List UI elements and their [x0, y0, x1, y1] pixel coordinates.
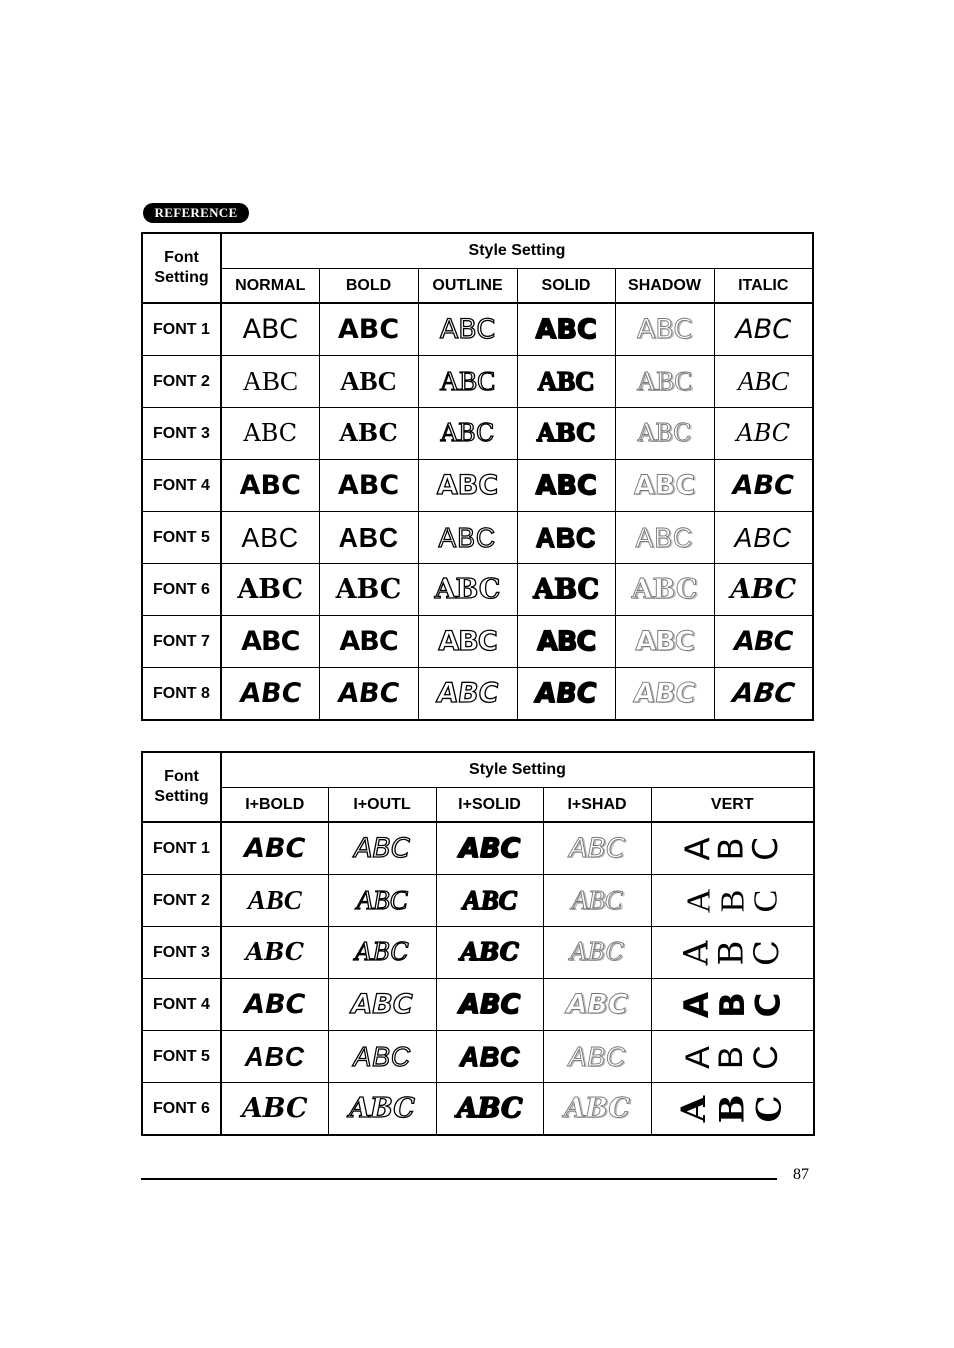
font-sample: ABC — [439, 366, 496, 396]
vertical-letter: B — [711, 1094, 752, 1123]
sample-cell — [436, 875, 543, 927]
sample-cell — [615, 616, 714, 668]
font-sample: ABC — [244, 1040, 305, 1072]
font-label: FONT 8 — [142, 668, 221, 721]
sample-cell — [714, 668, 813, 721]
sample-cell — [221, 668, 319, 721]
font-sample: ABC — [460, 937, 519, 966]
column-header: OUTLINE — [418, 269, 517, 304]
vertical-letter: A — [674, 1095, 715, 1122]
sample-cell — [436, 979, 543, 1031]
vertical-sample-cell — [651, 1031, 814, 1083]
font-sample: ABC — [730, 574, 797, 605]
font-label: FONT 3 — [142, 927, 221, 979]
font-sample: ABC — [456, 1093, 523, 1124]
sample-cell — [543, 1083, 651, 1136]
font-label: FONT 1 — [142, 303, 221, 356]
font-sample: ABC — [636, 366, 693, 396]
vertical-letter: A — [676, 940, 717, 965]
font-sample: ABC — [536, 626, 596, 657]
font-sample: ABC — [434, 574, 501, 605]
sample-cell — [436, 1083, 543, 1136]
font-sample: ABC — [244, 833, 306, 864]
font-sample: ABC — [339, 626, 398, 657]
font-sample: ABC — [239, 470, 301, 501]
vertical-letter: C — [747, 939, 788, 966]
sample-cell — [517, 616, 615, 668]
sample-cell — [328, 927, 436, 979]
style-setting-header: Style Setting — [221, 233, 813, 269]
page-number: 87 — [793, 1166, 809, 1183]
font-sample: ABC — [354, 833, 410, 864]
table-row — [142, 1031, 814, 1083]
column-header: SOLID — [517, 269, 615, 304]
reference-badge: REFERENCE — [143, 203, 249, 223]
font-sample: ABC — [568, 1040, 626, 1072]
font-sample: ABC — [242, 366, 299, 396]
font-sample: ABC — [458, 833, 521, 864]
sample-cell — [319, 616, 418, 668]
table-row — [142, 822, 814, 875]
font-sample: ABC — [730, 678, 797, 709]
font-sample: ABC — [633, 470, 696, 501]
sample-cell — [418, 356, 517, 408]
vertical-letter: A — [676, 991, 717, 1018]
font-sample: ABC — [631, 574, 698, 605]
font-sample: ABC — [351, 989, 413, 1020]
font-label: FONT 2 — [142, 356, 221, 408]
font-sample: ABC — [247, 885, 302, 915]
vertical-letter: C — [746, 889, 784, 912]
font-sample: ABC — [535, 521, 597, 553]
font-label: FONT 4 — [142, 460, 221, 512]
column-header: I+SHAD — [543, 788, 651, 823]
font-style-table-1 — [141, 232, 814, 721]
font-sample: ABC — [339, 366, 397, 396]
font-sample: ABC — [436, 470, 499, 501]
font-sample: ABC — [735, 314, 792, 345]
sample-cell — [221, 564, 319, 616]
font-sample: ABC — [459, 1040, 520, 1072]
sample-cell — [714, 564, 813, 616]
sample-cell — [517, 303, 615, 356]
sample-cell — [436, 822, 543, 875]
vertical-letter: B — [712, 1044, 751, 1069]
table-row — [142, 356, 813, 408]
sample-cell — [221, 927, 328, 979]
sample-cell — [221, 1031, 328, 1083]
sample-cell — [517, 668, 615, 721]
table-row — [142, 875, 814, 927]
footer-rule — [141, 1178, 777, 1180]
font-sample: ABC — [564, 1093, 630, 1124]
vertical-letter: C — [748, 992, 789, 1017]
font-sample: ABC — [438, 521, 497, 553]
sample-cell — [714, 512, 813, 564]
sample-cell — [418, 303, 517, 356]
vertical-sample-cell — [651, 1083, 814, 1136]
font-sample: ABC — [571, 885, 623, 915]
font-label: FONT 6 — [142, 1083, 221, 1136]
font-label: FONT 5 — [142, 1031, 221, 1083]
font-sample: ABC — [335, 574, 402, 605]
sample-cell — [319, 512, 418, 564]
column-header: I+BOLD — [221, 788, 328, 823]
sample-cell — [436, 1031, 543, 1083]
vertical-letter: B — [712, 836, 753, 861]
font-sample: ABC — [734, 626, 793, 657]
font-sample: ABC — [635, 521, 694, 553]
font-sample: ABC — [569, 833, 625, 864]
sample-cell — [714, 460, 813, 512]
vertical-letter: A — [678, 836, 719, 861]
vertical-letter: B — [711, 940, 752, 965]
font-sample: ABC — [732, 470, 794, 501]
sample-cell — [543, 875, 651, 927]
vertical-sample-cell — [651, 875, 814, 927]
table-row — [142, 408, 813, 460]
font-sample: ABC — [533, 574, 599, 605]
column-header: SHADOW — [615, 269, 714, 304]
sample-cell — [615, 303, 714, 356]
sample-cell — [319, 408, 418, 460]
sample-cell — [543, 927, 651, 979]
sample-cell — [436, 927, 543, 979]
sample-cell — [543, 1031, 651, 1083]
sample-cell — [328, 1083, 436, 1136]
sample-cell — [328, 979, 436, 1031]
font-sample: ABC — [356, 885, 408, 915]
vertical-letter: C — [746, 1043, 785, 1070]
font-sample: ABC — [241, 521, 300, 553]
sample-cell — [615, 512, 714, 564]
sample-cell — [517, 564, 615, 616]
sample-cell — [221, 822, 328, 875]
font-sample: ABC — [570, 938, 624, 966]
font-sample: ABC — [349, 1093, 415, 1124]
table-row — [142, 512, 813, 564]
sample-cell — [543, 979, 651, 1031]
font-sample: ABC — [241, 1093, 308, 1124]
sample-cell — [615, 408, 714, 460]
font-sample: ABC — [241, 626, 300, 657]
font-style-table-2 — [141, 751, 815, 1136]
font-sample: ABC — [353, 1040, 411, 1072]
font-sample: ABC — [337, 314, 400, 345]
font-sample: ABC — [635, 626, 694, 657]
table-row — [142, 668, 813, 721]
font-sample: ABC — [237, 678, 304, 709]
vertical-letter: B — [714, 889, 752, 912]
vertical-letter: A — [680, 888, 718, 913]
sample-cell — [714, 408, 813, 460]
sample-cell — [615, 564, 714, 616]
font-sample: ABC — [637, 419, 692, 447]
table-row — [142, 927, 814, 979]
font-sample: ABC — [537, 366, 595, 396]
sample-cell — [221, 303, 319, 356]
table-row — [142, 564, 813, 616]
column-header: NORMAL — [221, 269, 319, 304]
font-sample: ABC — [243, 419, 298, 447]
vertical-sample-cell — [651, 979, 814, 1031]
sample-cell — [319, 564, 418, 616]
font-sample: ABC — [338, 521, 399, 553]
vertical-letter: C — [749, 1094, 790, 1123]
vertical-sample-cell — [651, 822, 814, 875]
sample-cell — [221, 875, 328, 927]
font-sample: ABC — [636, 314, 693, 345]
vertical-sample-cell — [651, 927, 814, 979]
font-setting-header: Font Setting — [142, 752, 221, 822]
sample-cell — [418, 408, 517, 460]
column-header: VERT — [651, 788, 814, 823]
column-header: ITALIC — [714, 269, 813, 304]
font-sample: ABC — [535, 470, 597, 501]
sample-cell — [615, 668, 714, 721]
font-sample: ABC — [566, 989, 628, 1020]
sample-cell — [319, 668, 418, 721]
font-sample: ABC — [337, 470, 400, 501]
sample-cell — [615, 356, 714, 408]
sample-cell — [328, 822, 436, 875]
font-sample: ABC — [434, 678, 501, 709]
sample-cell — [615, 460, 714, 512]
font-sample: ABC — [339, 418, 398, 447]
column-header: I+OUTL — [328, 788, 436, 823]
font-sample: ABC — [737, 366, 789, 396]
font-sample: ABC — [458, 989, 521, 1020]
font-label: FONT 2 — [142, 875, 221, 927]
font-sample: ABC — [242, 314, 298, 345]
sample-cell — [221, 616, 319, 668]
sample-cell — [221, 408, 319, 460]
sample-cell — [714, 303, 813, 356]
font-sample: ABC — [245, 937, 304, 966]
font-sample: ABC — [536, 418, 596, 447]
column-header: I+SOLID — [436, 788, 543, 823]
sample-cell — [328, 875, 436, 927]
sample-cell — [517, 460, 615, 512]
sample-cell — [714, 616, 813, 668]
sample-cell — [543, 822, 651, 875]
table-row — [142, 616, 813, 668]
sample-cell — [221, 979, 328, 1031]
column-header: BOLD — [319, 269, 418, 304]
sample-cell — [221, 1083, 328, 1136]
font-sample: ABC — [335, 678, 402, 709]
table-row — [142, 303, 813, 356]
font-label: FONT 4 — [142, 979, 221, 1031]
font-sample: ABC — [736, 419, 791, 447]
font-label: FONT 5 — [142, 512, 221, 564]
font-label: FONT 7 — [142, 616, 221, 668]
font-sample: ABC — [631, 678, 698, 709]
font-sample: ABC — [438, 626, 497, 657]
style-setting-header: Style Setting — [221, 752, 814, 788]
sample-cell — [319, 460, 418, 512]
font-sample: ABC — [237, 574, 304, 605]
sample-cell — [418, 460, 517, 512]
sample-cell — [319, 303, 418, 356]
font-sample: ABC — [244, 989, 306, 1020]
sample-cell — [418, 616, 517, 668]
font-sample: ABC — [535, 314, 597, 345]
font-sample: ABC — [734, 521, 793, 553]
sample-cell — [221, 512, 319, 564]
table-row — [142, 979, 814, 1031]
font-setting-header: Font Setting — [142, 233, 221, 303]
font-label: FONT 6 — [142, 564, 221, 616]
sample-cell — [418, 512, 517, 564]
sample-cell — [221, 356, 319, 408]
vertical-letter: B — [712, 991, 753, 1018]
sample-cell — [517, 356, 615, 408]
sample-cell — [714, 356, 813, 408]
font-sample: ABC — [355, 938, 409, 966]
sample-cell — [328, 1031, 436, 1083]
sample-cell — [221, 460, 319, 512]
font-sample: ABC — [439, 314, 496, 345]
table-row — [142, 460, 813, 512]
font-label: FONT 3 — [142, 408, 221, 460]
sample-cell — [517, 408, 615, 460]
font-sample: ABC — [440, 419, 495, 447]
table-row — [142, 1083, 814, 1136]
sample-cell — [418, 668, 517, 721]
font-sample: ABC — [533, 678, 599, 709]
sample-cell — [319, 356, 418, 408]
font-sample: ABC — [462, 885, 517, 915]
sample-cell — [517, 512, 615, 564]
vertical-letter: A — [678, 1044, 717, 1069]
vertical-letter: C — [745, 836, 786, 861]
sample-cell — [418, 564, 517, 616]
font-label: FONT 1 — [142, 822, 221, 875]
